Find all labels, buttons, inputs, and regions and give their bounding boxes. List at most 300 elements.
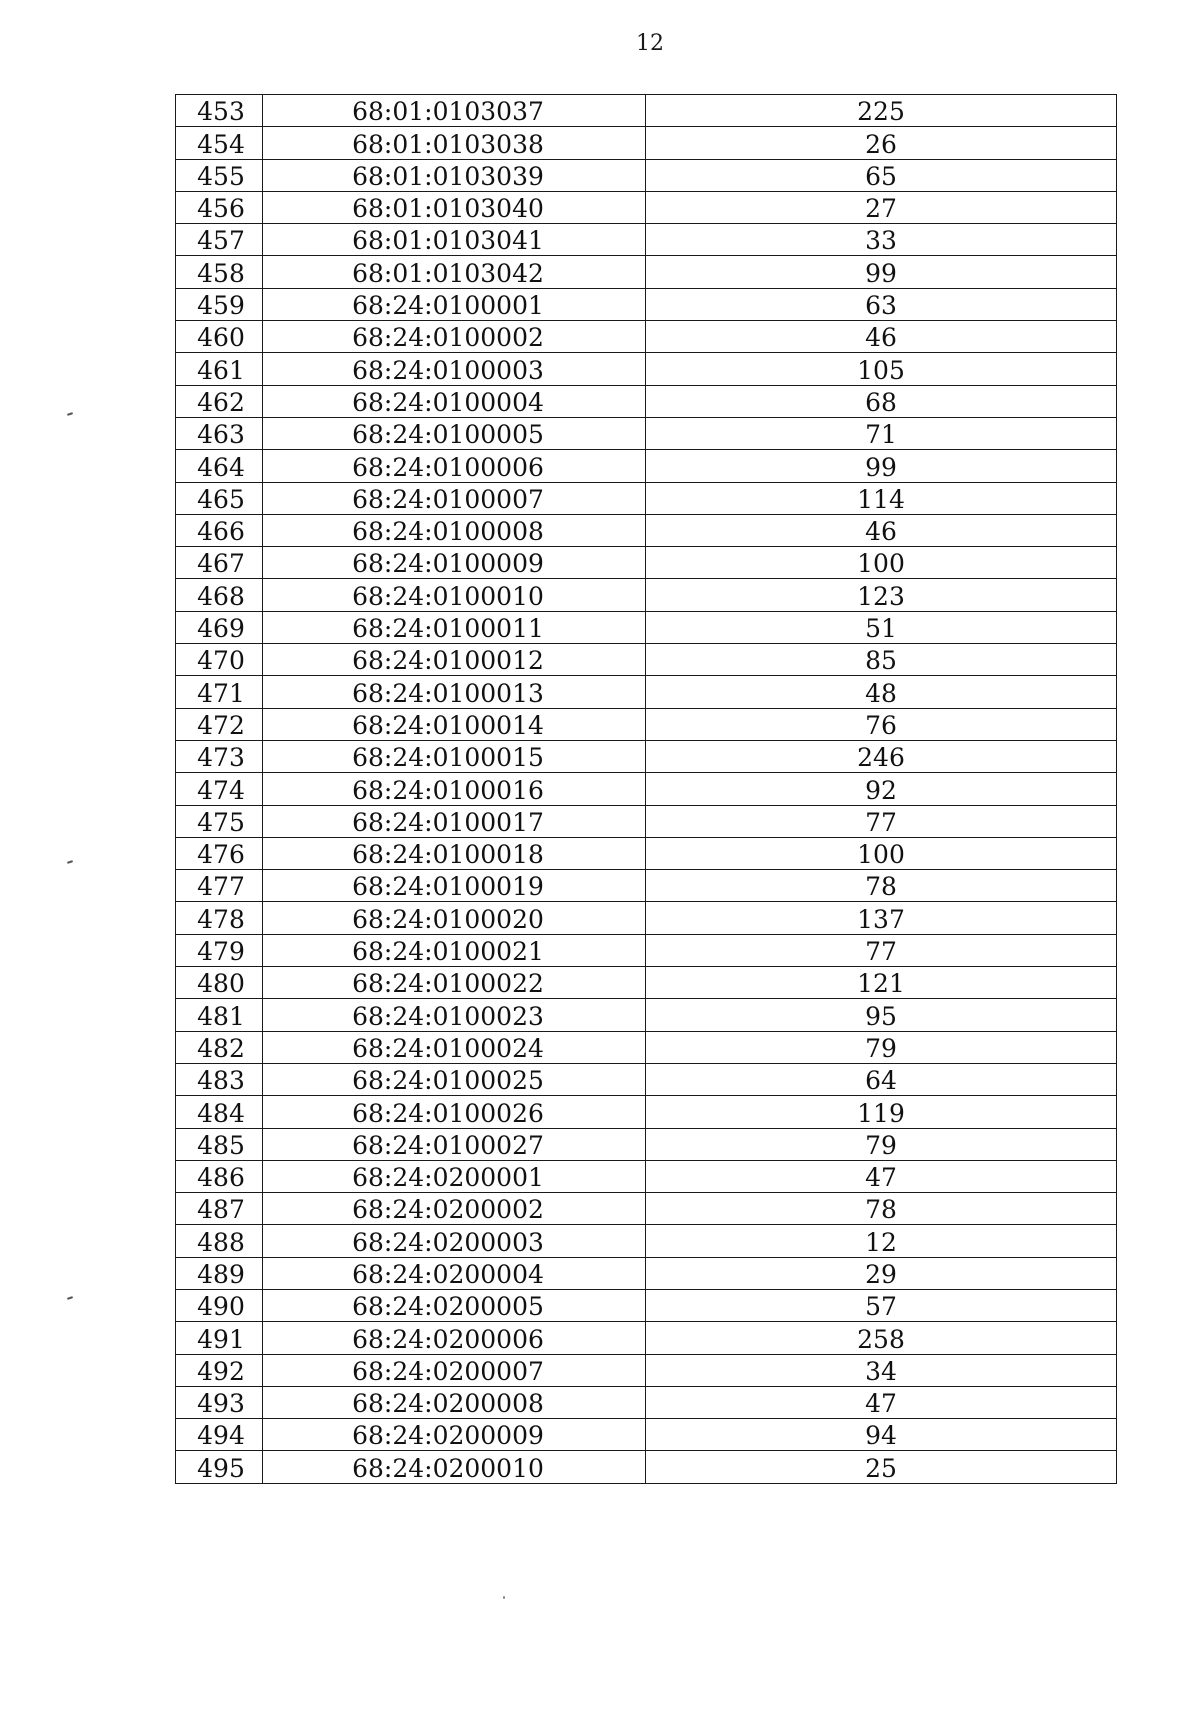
- table-row: [176, 1289, 1117, 1321]
- table-row: [176, 321, 1117, 353]
- row-number-text: 476: [197, 840, 245, 870]
- row-number-cell: [176, 870, 263, 902]
- count-cell: [646, 967, 1117, 999]
- table-row: [176, 773, 1117, 805]
- row-number-cell: [176, 321, 263, 353]
- row-number-cell: [176, 385, 263, 417]
- cadastral-number-cell: [263, 385, 646, 417]
- cadastral-number-cell: [263, 95, 646, 127]
- count-text: 246: [857, 743, 905, 773]
- cadastral-number-cell: [263, 224, 646, 256]
- cadastral-number-cell: [263, 450, 646, 482]
- cadastral-number-cell: [263, 837, 646, 869]
- table-row: [176, 353, 1117, 385]
- count-cell: [646, 1257, 1117, 1289]
- row-number-text: 456: [197, 194, 245, 224]
- table-row: [176, 1160, 1117, 1192]
- count-cell: [646, 224, 1117, 256]
- row-number-cell: [176, 999, 263, 1031]
- row-number-cell: [176, 1322, 263, 1354]
- cadastral-number-text: 68:01:0103037: [352, 97, 544, 127]
- count-cell: [646, 611, 1117, 643]
- row-number-cell: [176, 708, 263, 740]
- cadastral-number-cell: [263, 1322, 646, 1354]
- cadastral-number-text: 68:24:0100023: [352, 1001, 544, 1031]
- table-row: [176, 482, 1117, 514]
- cadastral-number-text: 68:24:0200003: [352, 1227, 544, 1257]
- table-row: [176, 740, 1117, 772]
- cadastral-number-text: 68:24:0100026: [352, 1098, 544, 1128]
- count-cell: [646, 159, 1117, 191]
- row-number-cell: [176, 644, 263, 676]
- row-number-text: 458: [197, 258, 245, 288]
- cadastral-number-cell: [263, 1451, 646, 1483]
- row-number-cell: [176, 740, 263, 772]
- count-cell: [646, 579, 1117, 611]
- cadastral-number-cell: [263, 321, 646, 353]
- cadastral-number-cell: [263, 805, 646, 837]
- cadastral-number-cell: [263, 482, 646, 514]
- cadastral-number-text: 68:01:0103038: [352, 129, 544, 159]
- row-number-cell: [176, 579, 263, 611]
- cadastral-number-cell: [263, 934, 646, 966]
- cadastral-number-cell: [263, 999, 646, 1031]
- cadastral-number-text: 68:01:0103042: [352, 258, 544, 288]
- row-number-cell: [176, 934, 263, 966]
- row-number-cell: [176, 450, 263, 482]
- cadastral-number-text: 68:24:0100007: [352, 484, 544, 514]
- row-number-cell: [176, 1225, 263, 1257]
- cadastral-number-cell: [263, 256, 646, 288]
- row-number-cell: [176, 1128, 263, 1160]
- cadastral-number-text: 68:24:0100022: [352, 969, 544, 999]
- row-number-cell: [176, 1451, 263, 1483]
- count-text: 57: [865, 1292, 897, 1322]
- cadastral-number-cell: [263, 708, 646, 740]
- count-cell: [646, 708, 1117, 740]
- count-text: 79: [865, 1130, 897, 1160]
- count-cell: [646, 547, 1117, 579]
- count-text: 85: [865, 646, 897, 676]
- count-text: 99: [865, 258, 897, 288]
- count-text: 105: [857, 355, 905, 385]
- cadastral-number-cell: [263, 773, 646, 805]
- row-number-text: 488: [197, 1227, 245, 1257]
- count-cell: [646, 95, 1117, 127]
- row-number-cell: [176, 611, 263, 643]
- table-row: [176, 967, 1117, 999]
- table-row: [176, 1063, 1117, 1095]
- row-number-text: 467: [197, 549, 245, 579]
- count-cell: [646, 385, 1117, 417]
- cadastral-number-text: 68:01:0103041: [352, 226, 544, 256]
- count-cell: [646, 450, 1117, 482]
- cadastral-number-cell: [263, 1128, 646, 1160]
- count-text: 77: [865, 807, 897, 837]
- cadastral-number-text: 68:24:0100027: [352, 1130, 544, 1160]
- count-cell: [646, 191, 1117, 223]
- row-number-cell: [176, 1354, 263, 1386]
- row-number-text: 489: [197, 1259, 245, 1289]
- count-cell: [646, 321, 1117, 353]
- row-number-cell: [176, 224, 263, 256]
- count-cell: [646, 256, 1117, 288]
- cadastral-number-text: 68:24:0200002: [352, 1195, 544, 1225]
- count-cell: [646, 934, 1117, 966]
- row-number-text: 454: [197, 129, 245, 159]
- table-row: [176, 1322, 1117, 1354]
- cadastral-number-cell: [263, 1386, 646, 1418]
- table-row: [176, 611, 1117, 643]
- cadastral-number-text: 68:24:0100016: [352, 775, 544, 805]
- cadastral-number-text: 68:24:0200010: [352, 1453, 544, 1483]
- count-cell: [646, 1225, 1117, 1257]
- cadastral-number-text: 68:24:0200004: [352, 1259, 544, 1289]
- count-text: 47: [865, 1389, 897, 1419]
- count-cell: [646, 1193, 1117, 1225]
- row-number-cell: [176, 547, 263, 579]
- count-cell: [646, 676, 1117, 708]
- row-number-text: 464: [197, 452, 245, 482]
- table-row: [176, 224, 1117, 256]
- cadastral-number-cell: [263, 1160, 646, 1192]
- row-number-cell: [176, 256, 263, 288]
- cadastral-number-text: 68:24:0100006: [352, 452, 544, 482]
- row-number-text: 492: [197, 1356, 245, 1386]
- row-number-text: 475: [197, 807, 245, 837]
- row-number-text: 455: [197, 161, 245, 191]
- count-cell: [646, 837, 1117, 869]
- table-row: [176, 1193, 1117, 1225]
- row-number-cell: [176, 1386, 263, 1418]
- row-number-text: 460: [197, 323, 245, 353]
- cadastral-number-cell: [263, 353, 646, 385]
- count-text: 29: [865, 1259, 897, 1289]
- cadastral-number-cell: [263, 547, 646, 579]
- cadastral-number-text: 68:24:0100018: [352, 840, 544, 870]
- cadastral-number-text: 68:24:0200001: [352, 1163, 544, 1193]
- table-row: [176, 450, 1117, 482]
- row-number-cell: [176, 805, 263, 837]
- count-cell: [646, 482, 1117, 514]
- table-row: [176, 417, 1117, 449]
- cadastral-number-text: 68:24:0200006: [352, 1324, 544, 1354]
- table-row: [176, 547, 1117, 579]
- count-cell: [646, 902, 1117, 934]
- count-text: 99: [865, 452, 897, 482]
- count-text: 92: [865, 775, 897, 805]
- cadastral-number-cell: [263, 417, 646, 449]
- table-row: [176, 1419, 1117, 1451]
- row-number-text: 482: [197, 1033, 245, 1063]
- count-cell: [646, 1386, 1117, 1418]
- count-text: 68: [865, 387, 897, 417]
- count-text: 100: [857, 549, 905, 579]
- cadastral-number-cell: [263, 644, 646, 676]
- count-cell: [646, 1289, 1117, 1321]
- table-row: [176, 1128, 1117, 1160]
- row-number-text: 485: [197, 1130, 245, 1160]
- table-row: [176, 1257, 1117, 1289]
- count-cell: [646, 1451, 1117, 1483]
- row-number-text: 481: [197, 1001, 245, 1031]
- count-cell: [646, 1096, 1117, 1128]
- count-text: 76: [865, 710, 897, 740]
- row-number-cell: [176, 773, 263, 805]
- row-number-cell: [176, 353, 263, 385]
- table-row: [176, 514, 1117, 546]
- row-number-cell: [176, 1096, 263, 1128]
- count-text: 78: [865, 872, 897, 902]
- cadastral-number-text: 68:01:0103040: [352, 194, 544, 224]
- cadastral-number-cell: [263, 1289, 646, 1321]
- row-number-cell: [176, 482, 263, 514]
- count-cell: [646, 1354, 1117, 1386]
- count-cell: [646, 644, 1117, 676]
- row-number-text: 470: [197, 646, 245, 676]
- cadastral-number-text: 68:24:0100003: [352, 355, 544, 385]
- row-number-text: 462: [197, 387, 245, 417]
- count-text: 64: [865, 1066, 897, 1096]
- row-number-text: 479: [197, 937, 245, 967]
- row-number-cell: [176, 191, 263, 223]
- table-row: [176, 579, 1117, 611]
- row-number-text: 490: [197, 1292, 245, 1322]
- cadastral-number-cell: [263, 740, 646, 772]
- count-cell: [646, 353, 1117, 385]
- table-row: [176, 1031, 1117, 1063]
- table-row: [176, 708, 1117, 740]
- cadastral-number-cell: [263, 967, 646, 999]
- table-row: [176, 1225, 1117, 1257]
- row-number-text: 480: [197, 969, 245, 999]
- table-row: [176, 1354, 1117, 1386]
- count-text: 225: [857, 97, 905, 127]
- cadastral-number-cell: [263, 1225, 646, 1257]
- cadastral-number-cell: [263, 1063, 646, 1095]
- cadastral-number-text: 68:24:0100024: [352, 1033, 544, 1063]
- row-number-text: 474: [197, 775, 245, 805]
- table-row: [176, 288, 1117, 320]
- row-number-cell: [176, 1031, 263, 1063]
- row-number-text: 472: [197, 710, 245, 740]
- cadastral-number-cell: [263, 579, 646, 611]
- cadastral-number-cell: [263, 1193, 646, 1225]
- table-row: [176, 837, 1117, 869]
- cadastral-number-text: 68:24:0100013: [352, 678, 544, 708]
- count-cell: [646, 1322, 1117, 1354]
- count-text: 119: [857, 1098, 905, 1128]
- row-number-cell: [176, 1257, 263, 1289]
- row-number-text: 471: [197, 678, 245, 708]
- cadastral-number-text: 68:24:0100009: [352, 549, 544, 579]
- cadastral-number-text: 68:24:0100010: [352, 581, 544, 611]
- table-row: [176, 1451, 1117, 1483]
- cadastral-number-text: 68:24:0100020: [352, 904, 544, 934]
- count-cell: [646, 1031, 1117, 1063]
- row-number-text: 461: [197, 355, 245, 385]
- cadastral-table: [175, 94, 1117, 1484]
- row-number-cell: [176, 417, 263, 449]
- cadastral-number-text: 68:24:0100017: [352, 807, 544, 837]
- scan-speck: [67, 1296, 73, 1300]
- scan-speck: [67, 412, 73, 416]
- count-text: 137: [857, 904, 905, 934]
- table-row: [176, 805, 1117, 837]
- table-row: [176, 95, 1117, 127]
- count-text: 25: [865, 1453, 897, 1483]
- row-number-text: 495: [197, 1453, 245, 1483]
- count-cell: [646, 999, 1117, 1031]
- table-row: [176, 127, 1117, 159]
- count-text: 258: [857, 1324, 905, 1354]
- row-number-cell: [176, 676, 263, 708]
- cadastral-number-cell: [263, 1096, 646, 1128]
- cadastral-number-cell: [263, 514, 646, 546]
- table-row: [176, 870, 1117, 902]
- cadastral-number-text: 68:01:0103039: [352, 161, 544, 191]
- cadastral-number-text: 68:24:0200007: [352, 1356, 544, 1386]
- count-text: 95: [865, 1001, 897, 1031]
- count-text: 77: [865, 937, 897, 967]
- row-number-cell: [176, 288, 263, 320]
- count-text: 121: [857, 969, 905, 999]
- count-cell: [646, 288, 1117, 320]
- cadastral-number-cell: [263, 611, 646, 643]
- row-number-text: 493: [197, 1389, 245, 1419]
- table-body: [176, 95, 1117, 1484]
- count-cell: [646, 870, 1117, 902]
- count-cell: [646, 127, 1117, 159]
- cadastral-number-text: 68:24:0100011: [352, 614, 544, 644]
- cadastral-number-cell: [263, 288, 646, 320]
- cadastral-number-cell: [263, 1354, 646, 1386]
- count-text: 46: [865, 517, 897, 547]
- cadastral-number-cell: [263, 159, 646, 191]
- cadastral-number-cell: [263, 870, 646, 902]
- table-row: [176, 644, 1117, 676]
- table-row: [176, 256, 1117, 288]
- table-row: [176, 385, 1117, 417]
- cadastral-number-text: 68:24:0100014: [352, 710, 544, 740]
- row-number-cell: [176, 1193, 263, 1225]
- cadastral-number-text: 68:24:0100005: [352, 420, 544, 450]
- count-text: 71: [865, 420, 897, 450]
- count-cell: [646, 1128, 1117, 1160]
- count-text: 94: [865, 1421, 897, 1451]
- row-number-cell: [176, 967, 263, 999]
- scan-speck: [503, 1596, 505, 1599]
- count-text: 48: [865, 678, 897, 708]
- cadastral-number-text: 68:24:0100025: [352, 1066, 544, 1096]
- cadastral-number-cell: [263, 127, 646, 159]
- row-number-cell: [176, 95, 263, 127]
- count-text: 114: [857, 484, 905, 514]
- count-text: 12: [865, 1227, 897, 1257]
- count-text: 34: [865, 1356, 897, 1386]
- cadastral-number-cell: [263, 191, 646, 223]
- count-text: 63: [865, 291, 897, 321]
- row-number-text: 457: [197, 226, 245, 256]
- cadastral-number-text: 68:24:0200009: [352, 1421, 544, 1451]
- row-number-cell: [176, 1289, 263, 1321]
- count-text: 78: [865, 1195, 897, 1225]
- scan-speck: [67, 860, 73, 864]
- count-text: 26: [865, 129, 897, 159]
- row-number-cell: [176, 1063, 263, 1095]
- cadastral-number-text: 68:24:0200005: [352, 1292, 544, 1322]
- cadastral-number-cell: [263, 902, 646, 934]
- row-number-text: 473: [197, 743, 245, 773]
- count-text: 100: [857, 840, 905, 870]
- count-text: 33: [865, 226, 897, 256]
- count-cell: [646, 417, 1117, 449]
- count-text: 79: [865, 1033, 897, 1063]
- table-row: [176, 1096, 1117, 1128]
- page-number: 12: [636, 31, 664, 56]
- count-text: 123: [857, 581, 905, 611]
- count-cell: [646, 1419, 1117, 1451]
- table-row: [176, 999, 1117, 1031]
- row-number-cell: [176, 159, 263, 191]
- cadastral-number-text: 68:24:0100019: [352, 872, 544, 902]
- row-number-text: 484: [197, 1098, 245, 1128]
- count-cell: [646, 1063, 1117, 1095]
- row-number-text: 463: [197, 420, 245, 450]
- count-text: 27: [865, 194, 897, 224]
- cadastral-number-text: 68:24:0100004: [352, 387, 544, 417]
- cadastral-number-text: 68:24:0100021: [352, 937, 544, 967]
- count-cell: [646, 773, 1117, 805]
- row-number-text: 494: [197, 1421, 245, 1451]
- row-number-text: 466: [197, 517, 245, 547]
- row-number-cell: [176, 1419, 263, 1451]
- cadastral-number-cell: [263, 1031, 646, 1063]
- cadastral-number-cell: [263, 1257, 646, 1289]
- cadastral-number-cell: [263, 676, 646, 708]
- count-cell: [646, 740, 1117, 772]
- row-number-text: 491: [197, 1324, 245, 1354]
- cadastral-number-text: 68:24:0200008: [352, 1389, 544, 1419]
- row-number-text: 459: [197, 291, 245, 321]
- count-cell: [646, 805, 1117, 837]
- row-number-text: 477: [197, 872, 245, 902]
- table-row: [176, 191, 1117, 223]
- row-number-text: 486: [197, 1163, 245, 1193]
- cadastral-number-cell: [263, 1419, 646, 1451]
- table-row: [176, 1386, 1117, 1418]
- row-number-cell: [176, 1160, 263, 1192]
- table-row: [176, 934, 1117, 966]
- table-row: [176, 676, 1117, 708]
- count-text: 65: [865, 161, 897, 191]
- row-number-text: 478: [197, 904, 245, 934]
- cadastral-number-text: 68:24:0100015: [352, 743, 544, 773]
- count-cell: [646, 1160, 1117, 1192]
- cadastral-number-text: 68:24:0100001: [352, 291, 544, 321]
- row-number-text: 487: [197, 1195, 245, 1225]
- row-number-cell: [176, 837, 263, 869]
- row-number-cell: [176, 902, 263, 934]
- row-number-text: 453: [197, 97, 245, 127]
- cadastral-number-text: 68:24:0100012: [352, 646, 544, 676]
- table-row: [176, 159, 1117, 191]
- count-cell: [646, 514, 1117, 546]
- row-number-text: 465: [197, 484, 245, 514]
- row-number-text: 469: [197, 614, 245, 644]
- count-text: 47: [865, 1163, 897, 1193]
- cadastral-number-text: 68:24:0100002: [352, 323, 544, 353]
